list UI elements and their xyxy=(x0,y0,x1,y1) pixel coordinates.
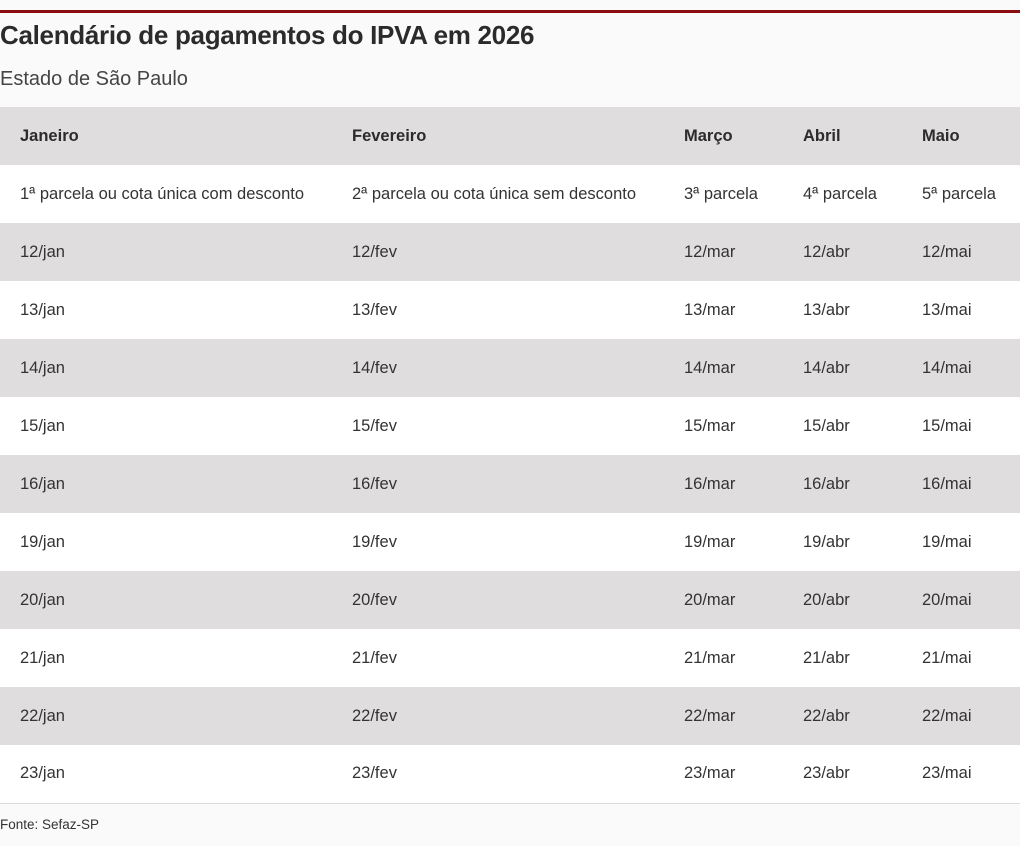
due-date-cell: 22/jan xyxy=(0,687,332,745)
due-date-cell: 21/jan xyxy=(0,629,332,687)
due-date-cell: 20/jan xyxy=(0,571,332,629)
due-date-cell: 22/mar xyxy=(664,687,783,745)
due-date-cell: 22/abr xyxy=(783,687,902,745)
table-row xyxy=(0,513,1020,571)
table-row xyxy=(0,745,1020,803)
payment-calendar-table xyxy=(0,107,1020,804)
due-date-cell: 12/fev xyxy=(332,223,664,281)
table-row xyxy=(0,571,1020,629)
table-row xyxy=(0,281,1020,339)
due-date-cell: 15/fev xyxy=(332,397,664,455)
table-row xyxy=(0,455,1020,513)
due-date-cell: 15/mar xyxy=(664,397,783,455)
due-date-cell: 13/mar xyxy=(664,281,783,339)
header-row xyxy=(0,107,1020,165)
due-date-cell: 13/abr xyxy=(783,281,902,339)
due-date-cell: 14/fev xyxy=(332,339,664,397)
due-date-cell: 12/abr xyxy=(783,223,902,281)
due-date-cell: 22/mai xyxy=(902,687,1020,745)
due-date-cell: 21/fev xyxy=(332,629,664,687)
due-date-cell: 20/mar xyxy=(664,571,783,629)
due-date-cell: 19/mar xyxy=(664,513,783,571)
due-date-cell: 14/abr xyxy=(783,339,902,397)
installment-label-cell: 2ª parcela ou cota única sem desconto xyxy=(332,165,664,223)
due-date-cell: 14/mar xyxy=(664,339,783,397)
column-header-marco: Março xyxy=(664,107,783,165)
table-row xyxy=(0,687,1020,745)
installment-label-row xyxy=(0,165,1020,223)
due-date-cell: 12/mai xyxy=(902,223,1020,281)
column-header-abril: Abril xyxy=(783,107,902,165)
table-row xyxy=(0,223,1020,281)
table-row xyxy=(0,629,1020,687)
due-date-cell: 21/mar xyxy=(664,629,783,687)
column-header-fevereiro: Fevereiro xyxy=(332,107,664,165)
due-date-cell: 19/fev xyxy=(332,513,664,571)
due-date-cell: 15/mai xyxy=(902,397,1020,455)
due-date-cell: 16/abr xyxy=(783,455,902,513)
due-date-cell: 16/mar xyxy=(664,455,783,513)
column-header-janeiro: Janeiro xyxy=(0,107,332,165)
due-date-cell: 23/fev xyxy=(332,745,664,803)
due-date-cell: 19/jan xyxy=(0,513,332,571)
due-date-cell: 23/jan xyxy=(0,745,332,803)
table-row xyxy=(0,397,1020,455)
table-row xyxy=(0,339,1020,397)
due-date-cell: 16/fev xyxy=(332,455,664,513)
due-date-cell: 22/fev xyxy=(332,687,664,745)
due-date-cell: 21/mai xyxy=(902,629,1020,687)
due-date-cell: 20/fev xyxy=(332,571,664,629)
page-subtitle: Estado de São Paulo xyxy=(0,68,188,90)
due-date-cell: 12/jan xyxy=(0,223,332,281)
column-header-maio: Maio xyxy=(902,107,1020,165)
due-date-cell: 15/abr xyxy=(783,397,902,455)
installment-label-cell: 1ª parcela ou cota única com desconto xyxy=(0,165,332,223)
due-date-cell: 20/mai xyxy=(902,571,1020,629)
page-title: Calendário de pagamentos do IPVA em 2026 xyxy=(0,20,535,50)
due-date-cell: 12/mar xyxy=(664,223,783,281)
due-date-cell: 23/mai xyxy=(902,745,1020,803)
due-date-cell: 15/jan xyxy=(0,397,332,455)
due-date-cell: 23/abr xyxy=(783,745,902,803)
due-date-cell: 19/mai xyxy=(902,513,1020,571)
due-date-cell: 13/jan xyxy=(0,281,332,339)
due-date-cell: 14/jan xyxy=(0,339,332,397)
due-date-cell: 23/mar xyxy=(664,745,783,803)
due-date-cell: 21/abr xyxy=(783,629,902,687)
installment-label-cell: 5ª parcela xyxy=(902,165,1020,223)
due-date-cell: 13/fev xyxy=(332,281,664,339)
installment-label-cell: 3ª parcela xyxy=(664,165,783,223)
due-date-cell: 14/mai xyxy=(902,339,1020,397)
due-date-cell: 16/jan xyxy=(0,455,332,513)
due-date-cell: 20/abr xyxy=(783,571,902,629)
due-date-cell: 13/mai xyxy=(902,281,1020,339)
due-date-cell: 19/abr xyxy=(783,513,902,571)
source-note: Fonte: Sefaz-SP xyxy=(0,817,100,832)
installment-label-cell: 4ª parcela xyxy=(783,165,902,223)
due-date-cell: 16/mai xyxy=(902,455,1020,513)
top-accent-rule xyxy=(0,10,1020,13)
